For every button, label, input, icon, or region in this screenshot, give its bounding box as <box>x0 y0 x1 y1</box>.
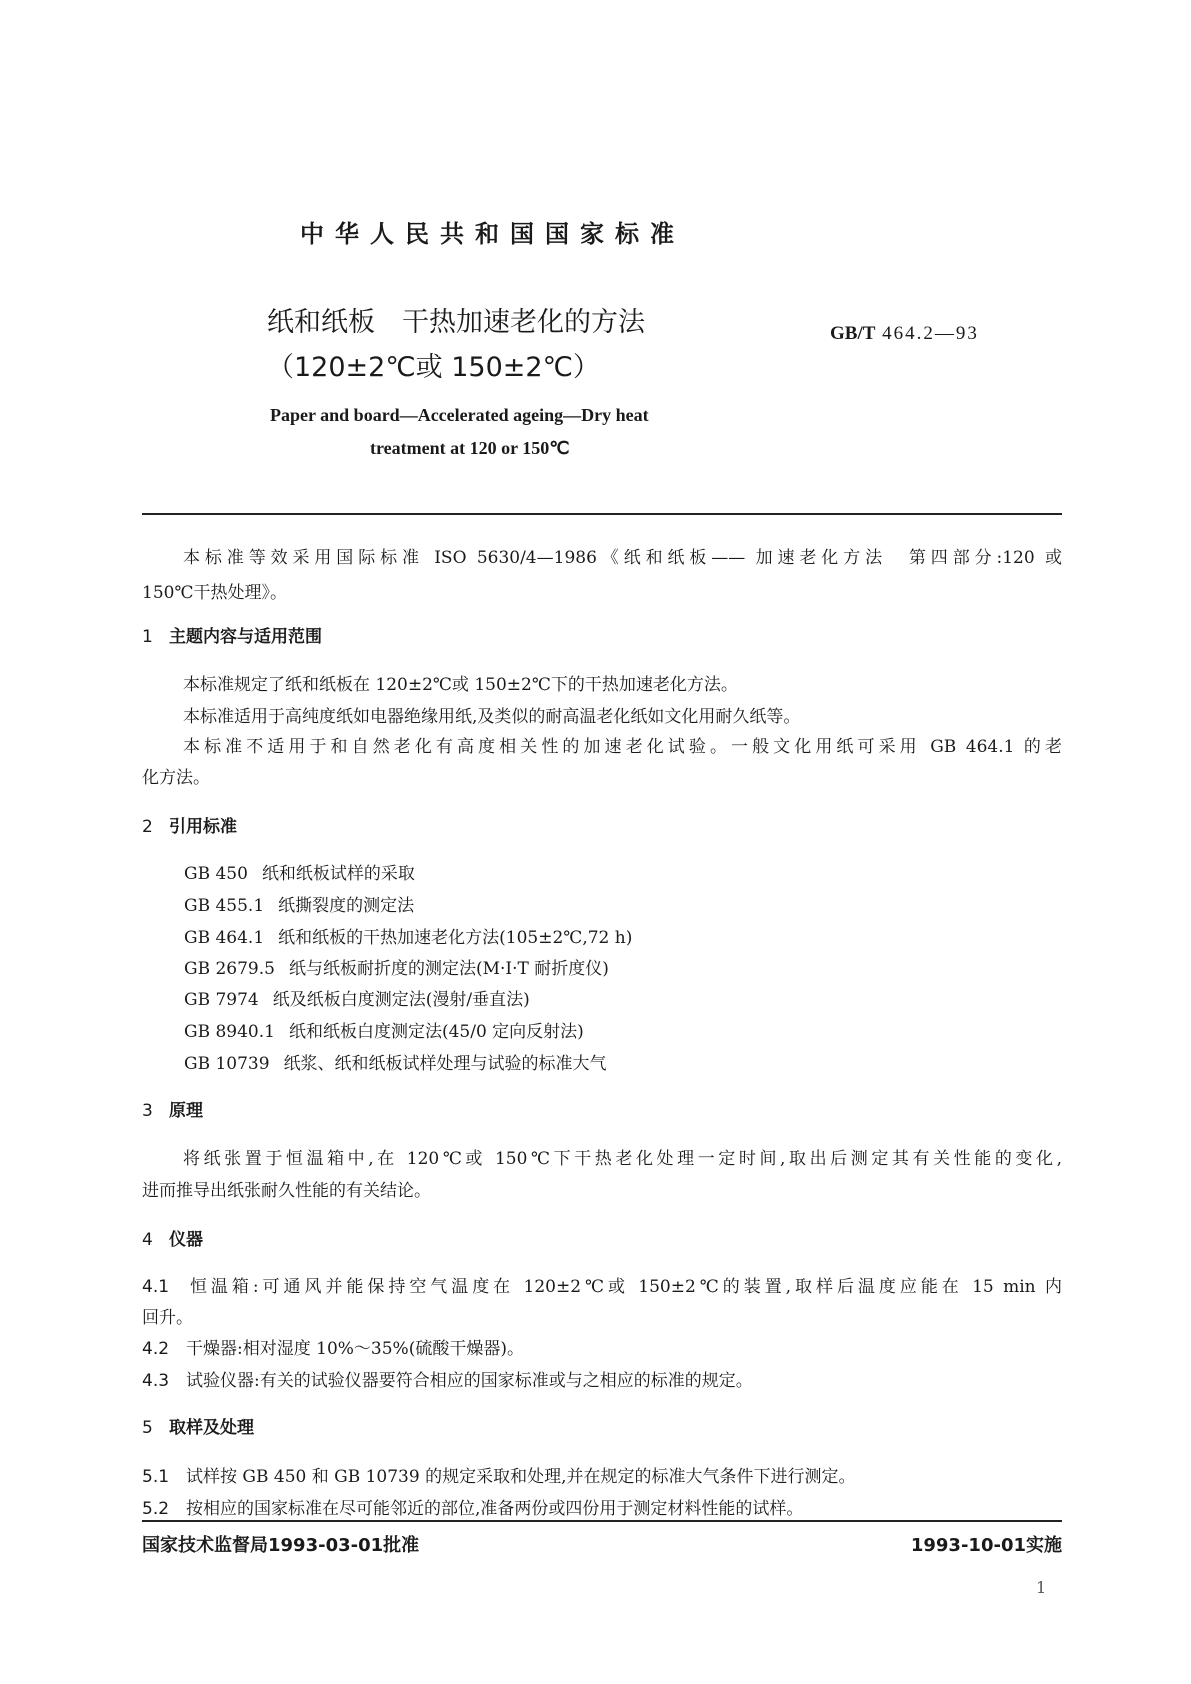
reference-item <box>184 1017 584 1042</box>
code-number: 464.2—93 <box>882 323 979 344</box>
reference-title: 纸和纸板白度测定法(45/0 定向反射法) <box>288 1022 584 1042</box>
reference-item <box>184 985 530 1010</box>
header-divider <box>142 513 1062 515</box>
paragraph: 将纸张置于恒温箱中,在 120℃或 150℃下干热老化处理一定时间,取出后测定其有关性能的变化, <box>183 1149 1062 1169</box>
approval-date: 国家技术监督局1993-03-01批准 <box>142 1535 420 1556</box>
reference-code: GB 7974 <box>184 990 259 1010</box>
reference-code: GB 464.1 <box>184 928 265 948</box>
section-heading-3: 3 原理 <box>142 1101 203 1121</box>
reference-code: GB 455.1 <box>184 896 265 916</box>
reference-item <box>184 923 632 948</box>
clause-5-1: 5.1 试样按 GB 450 和 GB 10739 的规定采取和处理,并在规定的标准大气条件下进行测定。 <box>142 1467 856 1487</box>
section-heading-4: 4 仪器 <box>142 1230 203 1250</box>
reference-title: 纸撕裂度的测定法 <box>278 896 415 916</box>
reference-title: 纸浆、纸和纸板试样处理与试验的标准大气 <box>283 1054 607 1074</box>
clause-5-2: 5.2 按相应的国家标准在尽可能邻近的部位,准备两份或四份用于测定材料性能的试样。 <box>142 1499 804 1519</box>
reference-title: 纸与纸板耐折度的测定法(M·I·T 耐折度仪) <box>288 959 609 979</box>
intro-line-2: 150℃干热处理》。 <box>142 583 287 603</box>
paragraph-cont: 进而推导出纸张耐久性能的有关结论。 <box>142 1181 431 1201</box>
reference-code: GB 2679.5 <box>184 959 275 979</box>
reference-title: 纸及纸板白度测定法(漫射/垂直法) <box>272 990 530 1010</box>
reference-code: GB 450 <box>184 864 248 884</box>
clause-4-1: 4.1 恒温箱:可通风并能保持空气温度在 120±2℃或 150±2℃的装置,取样后温度应能在 15 min 内 <box>142 1277 1062 1297</box>
section-heading-2: 2 引用标准 <box>142 817 237 837</box>
footer-divider <box>142 1520 1062 1522</box>
code-prefix: GB/T <box>830 323 876 344</box>
reference-code: GB 10739 <box>184 1054 270 1074</box>
clause-4-3: 4.3 试验仪器:有关的试验仪器要符合相应的国家标准或与之相应的标准的规定。 <box>142 1371 753 1391</box>
reference-item <box>184 1049 607 1074</box>
reference-item <box>184 891 414 916</box>
reference-item <box>184 954 609 979</box>
reference-title: 纸和纸板试样的采取 <box>261 864 415 884</box>
section-heading-1: 1 主题内容与适用范围 <box>142 627 322 647</box>
reference-code: GB 8940.1 <box>184 1022 275 1042</box>
document-subtitle: （120±2℃或 150±2℃） <box>267 352 600 383</box>
english-title-2: treatment at 120 or 150℃ <box>370 438 570 458</box>
effective-date: 1993-10-01实施 <box>910 1535 1062 1556</box>
paragraph: 本标准规定了纸和纸板在 120±2℃或 150±2℃下的干热加速老化方法。 <box>183 675 738 695</box>
paragraph: 本标准不适用于和自然老化有高度相关性的加速老化试验。一般文化用纸可采用 GB 464.1 的老 <box>183 737 1062 757</box>
english-title: Paper and board—Accelerated ageing—Dry heat <box>270 405 649 425</box>
standard-code <box>830 323 979 345</box>
paragraph: 本标准适用于高纯度纸如电器绝缘用纸,及类似的耐高温老化纸如文化用耐久纸等。 <box>183 707 801 727</box>
reference-item <box>184 859 415 884</box>
document-title: 纸和纸板 干热加速老化的方法 <box>267 307 645 338</box>
paragraph-cont: 化方法。 <box>142 768 210 788</box>
intro-line-1: 本标准等效采用国际标准 ISO 5630/4—1986《纸和纸板—— 加速老化方法 第四部分:120 或 <box>183 548 1062 568</box>
standard-header: 中华人民共和国国家标准 <box>300 220 685 248</box>
page-number: 1 <box>1036 1578 1047 1597</box>
clause-4-1-cont: 回升。 <box>142 1308 193 1328</box>
reference-title: 纸和纸板的干热加速老化方法(105±2℃,72 h) <box>278 928 633 948</box>
clause-4-2: 4.2 干燥器:相对湿度 10%～35%(硫酸干燥器)。 <box>142 1339 524 1359</box>
section-heading-5: 5 取样及处理 <box>142 1418 254 1438</box>
